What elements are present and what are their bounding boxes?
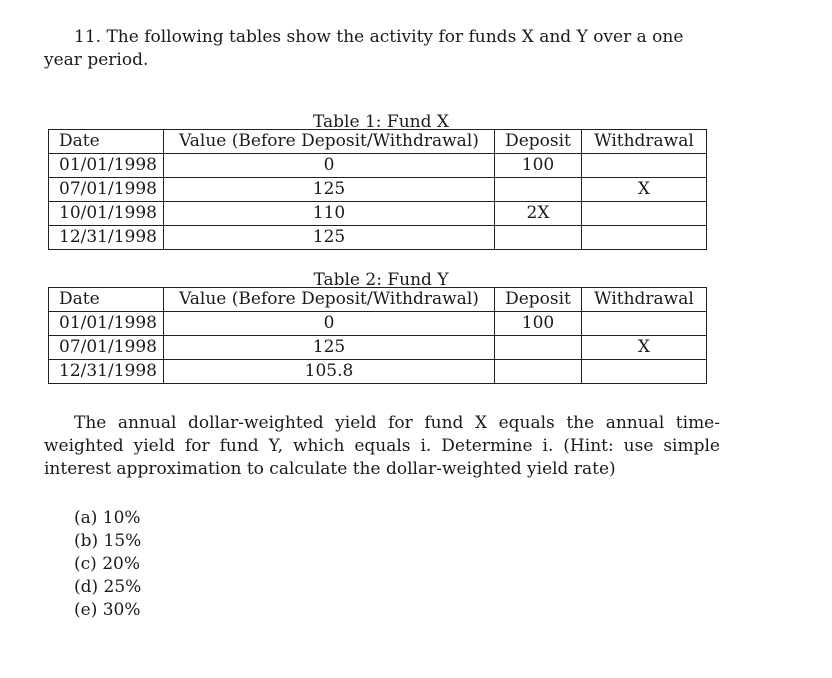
cell-withdrawal: X bbox=[581, 178, 706, 202]
table-row bbox=[49, 360, 707, 384]
cell-date: 01/01/1998 bbox=[49, 312, 164, 336]
cell-withdrawal: X bbox=[581, 336, 706, 360]
header-deposit: Deposit bbox=[494, 130, 581, 154]
table-row bbox=[49, 312, 707, 336]
cell-value: 105.8 bbox=[163, 360, 494, 384]
choice-c: (c) 20% bbox=[74, 554, 140, 574]
cell-deposit bbox=[494, 360, 581, 384]
cell-date: 01/01/1998 bbox=[49, 154, 164, 178]
header-deposit: Deposit bbox=[494, 288, 581, 312]
header-withdrawal: Withdrawal bbox=[581, 288, 706, 312]
cell-deposit: 100 bbox=[494, 154, 581, 178]
cell-deposit bbox=[494, 226, 581, 250]
problem-intro: 11. The following tables show the activity for funds X and Y over a one year period. bbox=[44, 27, 684, 70]
cell-date: 07/01/1998 bbox=[49, 178, 164, 202]
question-text: The annual dollar-weighted yield for fund X equals the annual time-weighted yield for fund Y, which equals i. Determine i. (Hint: use simple interest approximation to calculate the dollar-weighted yield rate) bbox=[44, 413, 720, 479]
cell-withdrawal bbox=[581, 312, 706, 336]
cell-value: 0 bbox=[163, 154, 494, 178]
cell-withdrawal bbox=[581, 360, 706, 384]
table-row bbox=[49, 226, 707, 250]
cell-value: 110 bbox=[163, 202, 494, 226]
table-row bbox=[49, 154, 707, 178]
cell-withdrawal bbox=[581, 154, 706, 178]
header-date: Date bbox=[49, 130, 164, 154]
table1-caption: Table 1: Fund X bbox=[313, 112, 449, 132]
choice-e: (e) 30% bbox=[74, 600, 141, 620]
cell-value: 0 bbox=[163, 312, 494, 336]
choice-d: (d) 25% bbox=[74, 577, 142, 597]
cell-deposit bbox=[494, 336, 581, 360]
table-row bbox=[49, 178, 707, 202]
fund-y-table bbox=[48, 287, 707, 384]
cell-value: 125 bbox=[163, 336, 494, 360]
table-row bbox=[49, 202, 707, 226]
cell-value: 125 bbox=[163, 226, 494, 250]
cell-value: 125 bbox=[163, 178, 494, 202]
table-header-row bbox=[49, 130, 707, 154]
cell-date: 10/01/1998 bbox=[49, 202, 164, 226]
cell-withdrawal bbox=[581, 226, 706, 250]
answer-choices bbox=[74, 507, 141, 622]
header-value: Value (Before Deposit/Withdrawal) bbox=[163, 288, 494, 312]
cell-date: 12/31/1998 bbox=[49, 226, 164, 250]
choice-b: (b) 15% bbox=[74, 531, 142, 551]
header-value: Value (Before Deposit/Withdrawal) bbox=[163, 130, 494, 154]
cell-date: 07/01/1998 bbox=[49, 336, 164, 360]
choice-a: (a) 10% bbox=[74, 508, 141, 528]
header-withdrawal: Withdrawal bbox=[581, 130, 706, 154]
cell-withdrawal bbox=[581, 202, 706, 226]
table2-caption: Table 2: Fund Y bbox=[313, 270, 449, 290]
cell-deposit bbox=[494, 178, 581, 202]
cell-date: 12/31/1998 bbox=[49, 360, 164, 384]
table-row bbox=[49, 336, 707, 360]
header-date: Date bbox=[49, 288, 164, 312]
table-header-row bbox=[49, 288, 707, 312]
fund-x-table bbox=[48, 129, 707, 250]
cell-deposit: 2X bbox=[494, 202, 581, 226]
cell-deposit: 100 bbox=[494, 312, 581, 336]
